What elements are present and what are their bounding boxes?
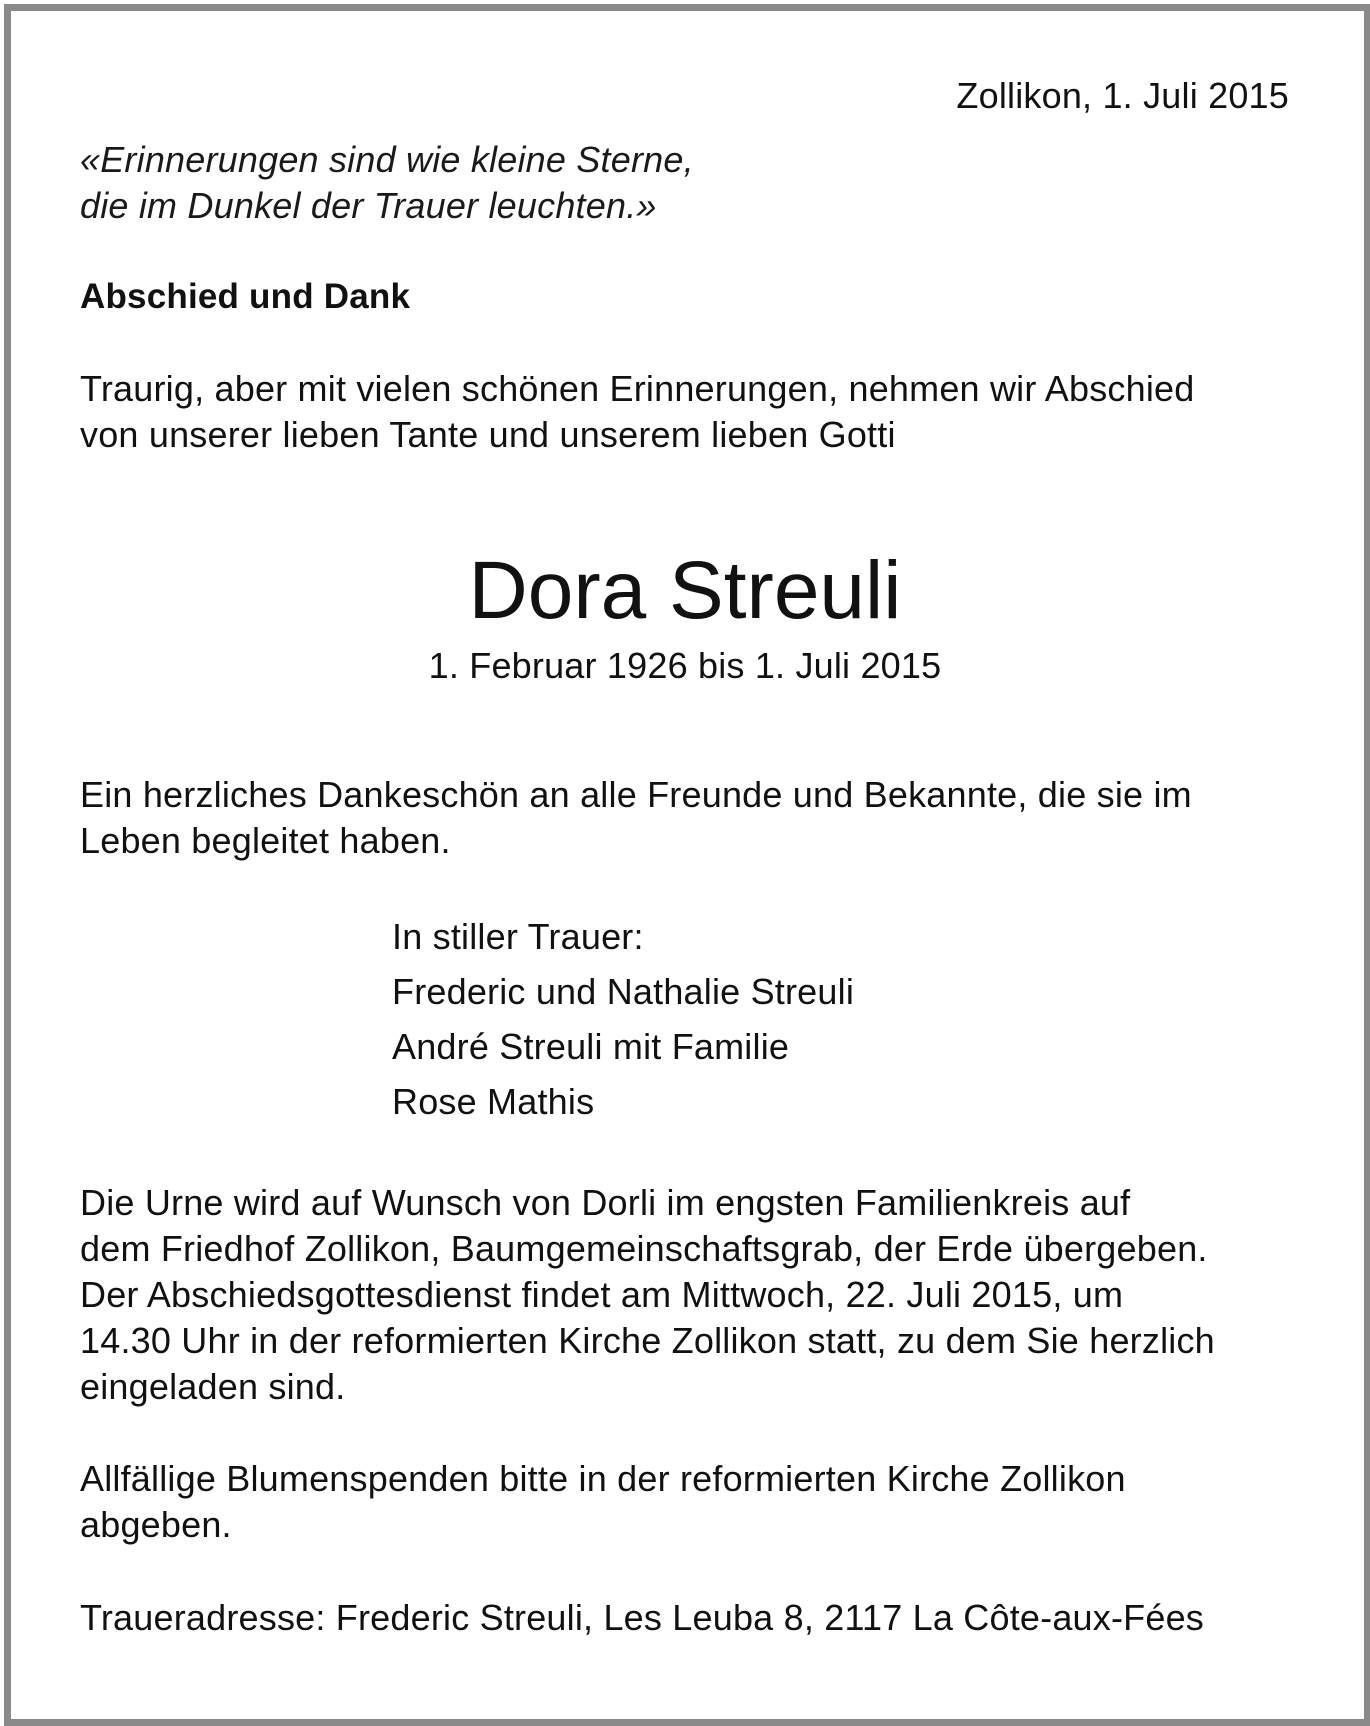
lifespan-dates: 1. Februar 1926 bis 1. Juli 2015 [428, 645, 942, 686]
place-date: Zollikon, 1. Juli 2015 [956, 75, 1289, 116]
flowers-line: abgeben. [80, 1504, 232, 1545]
mourners-intro: In stiller Trauer: [392, 916, 644, 957]
quote-line: «Erinnerungen sind wie kleine Sterne, [80, 139, 694, 180]
mourner-name: Rose Mathis [392, 1081, 595, 1122]
ceremony-line: Die Urne wird auf Wunsch von Dorli im engsten Familienkreis auf [80, 1182, 1131, 1223]
deceased-name: Dora Streuli [468, 545, 902, 636]
flowers-line: Allfällige Blumenspenden bitte in der reformierten Kirche Zollikon [80, 1458, 1126, 1499]
mourners-list [392, 914, 854, 1134]
mourner-name: André Streuli mit Familie [392, 1026, 790, 1067]
ceremony-line: dem Friedhof Zollikon, Baumgemeinschaftsgrab, der Erde übergeben. [80, 1228, 1208, 1269]
notice-heading: Abschied und Dank [80, 277, 411, 316]
thanks-paragraph [80, 772, 1192, 864]
mourning-address: Traueradresse: Frederic Streuli, Les Leuba 8, 2117 La Côte-aux-Fées [80, 1597, 1204, 1638]
intro-paragraph [80, 366, 1194, 458]
ceremony-line: 14.30 Uhr in der reformierten Kirche Zollikon statt, zu dem Sie herzlich [80, 1320, 1215, 1361]
quote-line: die im Dunkel der Trauer leuchten.» [80, 185, 657, 226]
ceremony-line: Der Abschiedsgottesdienst findet am Mittwoch, 22. Juli 2015, um [80, 1274, 1124, 1315]
mourner-name: Frederic und Nathalie Streuli [392, 971, 855, 1012]
ceremony-paragraph [80, 1180, 1215, 1410]
intro-line: von unserer lieben Tante und unserem lieben Gotti [80, 414, 896, 455]
thanks-line: Ein herzliches Dankeschön an alle Freunde und Bekannte, die sie im [80, 774, 1192, 815]
ceremony-line: eingeladen sind. [80, 1366, 346, 1407]
intro-line: Traurig, aber mit vielen schönen Erinnerungen, nehmen wir Abschied [80, 368, 1195, 409]
memorial-quote [80, 137, 694, 229]
thanks-line: Leben begleitet haben. [80, 820, 451, 861]
flowers-paragraph [80, 1456, 1126, 1548]
